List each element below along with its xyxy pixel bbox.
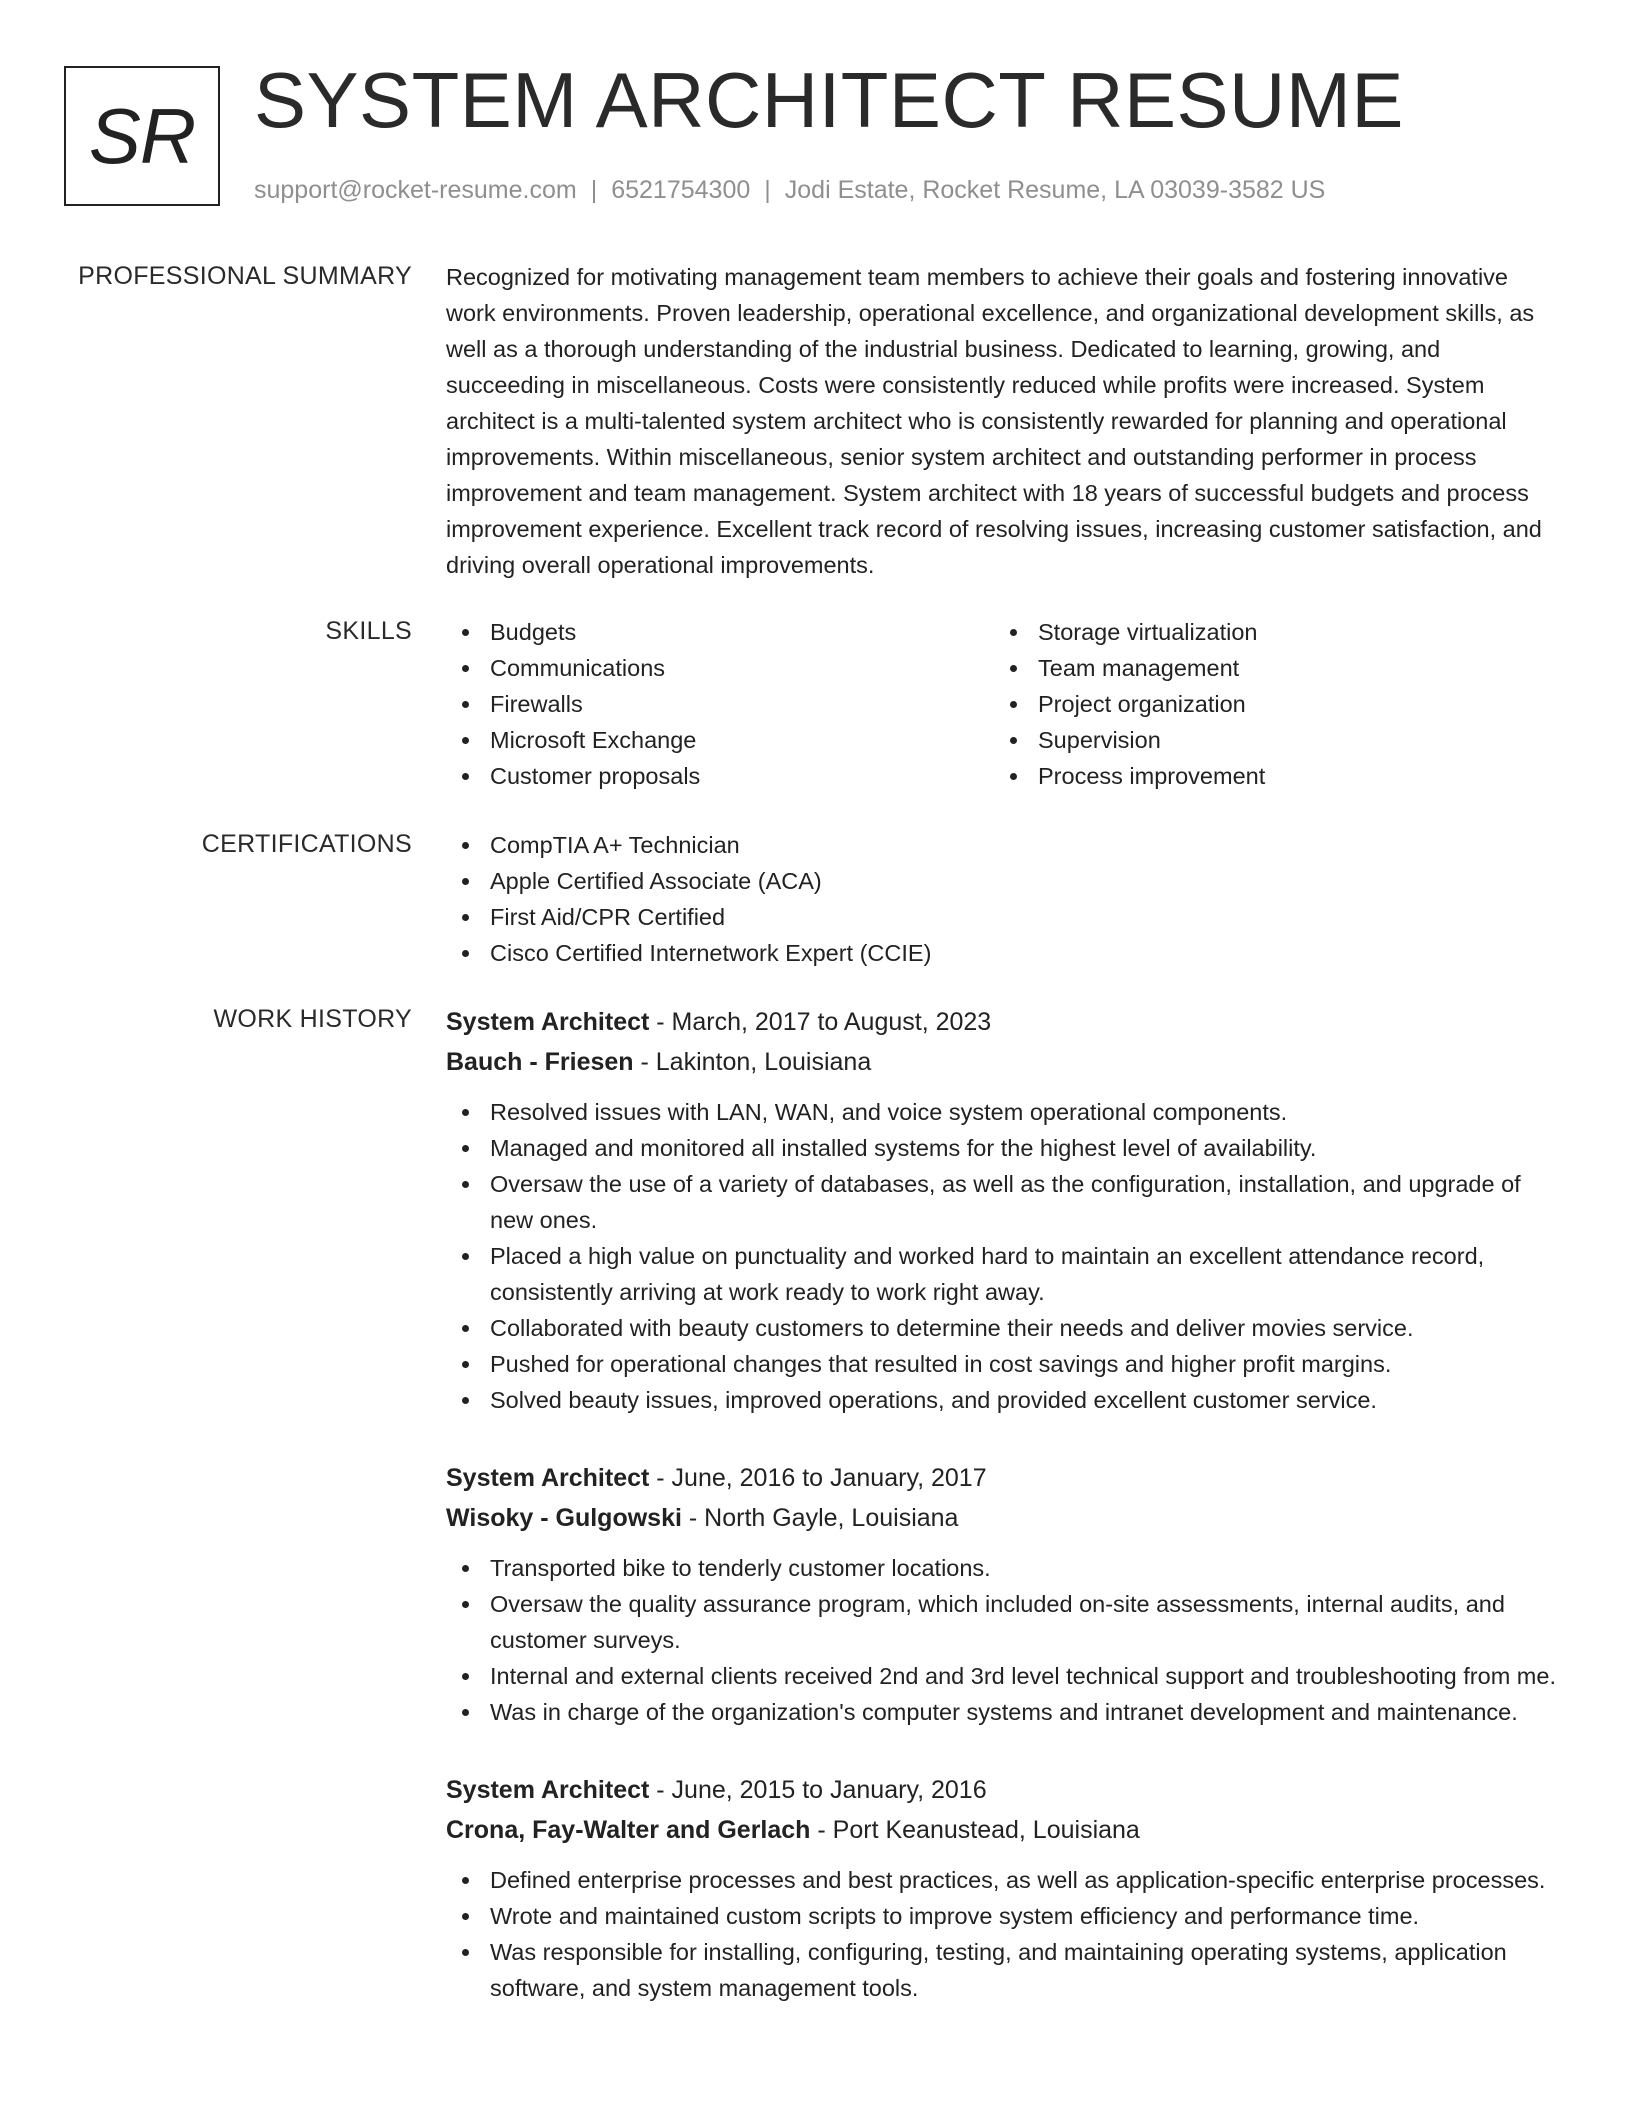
job-duties: [446, 1862, 1561, 2006]
list-item: CompTIA A+ Technician: [446, 827, 1561, 863]
list-item: Solved beauty issues, improved operations, and provided excellent customer service.: [446, 1382, 1561, 1418]
list-item: Communications: [446, 650, 994, 686]
summary-text: Recognized for motivating management team members to achieve their goals and fostering innovative work environments. Proven leadership, operational excellence, and organizational development skills, as well as a thorough understanding of the industrial business. Dedicated to learning, growing, and succeeding in miscellaneous. Costs were consistently reduced while profits were increased. System architect is a multi-talented system architect who is consistently rewarded for planning and operational improvements. Within miscellaneous, senior system architect and outstanding performer in process improvement and team management. System architect with 18 years of successful budgets and process improvement experience. Excellent track record of resolving issues, increasing customer satisfaction, and driving overall operational improvements.: [446, 264, 1542, 578]
list-item: Apple Certified Associate (ACA): [446, 863, 1561, 899]
list-item: Project organization: [994, 686, 1542, 722]
list-item: Storage virtualization: [994, 614, 1542, 650]
monogram-logo: SR: [64, 66, 220, 206]
job-entry: [446, 1002, 1561, 1418]
certifications-body: [446, 827, 1561, 971]
job-company: Bauch - Friesen: [446, 1048, 634, 1076]
job-duties: [446, 1550, 1561, 1730]
list-item: Pushed for operational changes that resulted in cost savings and higher profit margins.: [446, 1346, 1561, 1382]
list-item: Process improvement: [994, 758, 1542, 794]
certifications-list: [446, 827, 1561, 971]
list-item: Supervision: [994, 722, 1542, 758]
contact-separator: |: [590, 176, 598, 204]
skills-grid: [446, 614, 1561, 794]
job-company-line: [446, 1810, 1561, 1850]
skills-list-left: [446, 614, 994, 794]
page-title: SYSTEM ARCHITECT RESUME: [254, 56, 1404, 144]
list-item: Defined enterprise processes and best practices, as well as application-specific enterprise processes.: [446, 1862, 1561, 1898]
contact-phone: 6521754300: [611, 176, 751, 204]
list-item: Placed a high value on punctuality and worked hard to maintain an excellent attendance record, consistently arriving at work ready to work right away.: [446, 1238, 1561, 1310]
job-company: Crona, Fay-Walter and Gerlach: [446, 1816, 811, 1844]
contact-address: Jodi Estate, Rocket Resume, LA 03039-3582 US: [784, 176, 1326, 204]
list-item: Transported bike to tenderly customer locations.: [446, 1550, 1561, 1586]
job-location: - North Gayle, Louisiana: [681, 1504, 959, 1532]
list-item: Managed and monitored all installed systems for the highest level of availability.: [446, 1130, 1561, 1166]
contact-line: [254, 174, 1325, 206]
job-entry: [446, 1458, 1561, 1730]
work-history-body: [446, 1002, 1561, 2046]
job-dates: - March, 2017 to August, 2023: [649, 1008, 992, 1036]
list-item: Was responsible for installing, configuring, testing, and maintaining operating systems, application software, and system management tools.: [446, 1934, 1561, 2006]
skills-list-right: [994, 614, 1542, 794]
skills-label: SKILLS: [325, 617, 412, 645]
list-item: Team management: [994, 650, 1542, 686]
job-duties: [446, 1094, 1561, 1418]
contact-email: support@rocket-resume.com: [254, 176, 577, 204]
list-item: Resolved issues with LAN, WAN, and voice system operational components.: [446, 1094, 1561, 1130]
job-title-line: [446, 1458, 1561, 1498]
contact-separator: |: [764, 176, 771, 204]
list-item: Oversaw the quality assurance program, which included on-site assessments, internal audits, and customer surveys.: [446, 1586, 1561, 1658]
list-item: Collaborated with beauty customers to determine their needs and deliver movies service.: [446, 1310, 1561, 1346]
list-item: Internal and external clients received 2nd and 3rd level technical support and troubleshooting from me.: [446, 1658, 1561, 1694]
list-item: Cisco Certified Internetwork Expert (CCIE): [446, 935, 1561, 971]
list-item: Microsoft Exchange: [446, 722, 994, 758]
summary-label: PROFESSIONAL SUMMARY: [78, 262, 412, 290]
job-company-line: [446, 1042, 1561, 1082]
job-dates: - June, 2016 to January, 2017: [649, 1464, 987, 1492]
job-title: System Architect: [446, 1464, 650, 1492]
list-item: Was in charge of the organization's computer systems and intranet development and maintenance.: [446, 1694, 1561, 1730]
job-title: System Architect: [446, 1008, 650, 1036]
job-title-line: [446, 1002, 1561, 1042]
job-dates: - June, 2015 to January, 2016: [649, 1776, 987, 1804]
list-item: Oversaw the use of a variety of databases, as well as the configuration, installation, and upgrade of new ones.: [446, 1166, 1561, 1238]
job-location: - Port Keanustead, Louisiana: [810, 1816, 1140, 1844]
list-item: Budgets: [446, 614, 994, 650]
work-history-label: WORK HISTORY: [213, 1005, 412, 1033]
list-item: First Aid/CPR Certified: [446, 899, 1561, 935]
job-entry: [446, 1770, 1561, 2006]
certifications-label: CERTIFICATIONS: [201, 830, 412, 858]
list-item: Customer proposals: [446, 758, 994, 794]
list-item: Firewalls: [446, 686, 994, 722]
job-location: - Lakinton, Louisiana: [633, 1048, 872, 1076]
job-company: Wisoky - Gulgowski: [446, 1504, 682, 1532]
job-company-line: [446, 1498, 1561, 1538]
summary-body: [446, 259, 1561, 583]
job-title-line: [446, 1770, 1561, 1810]
list-item: Wrote and maintained custom scripts to improve system efficiency and performance time.: [446, 1898, 1561, 1934]
skills-body: [446, 614, 1561, 794]
job-title: System Architect: [446, 1776, 650, 1804]
